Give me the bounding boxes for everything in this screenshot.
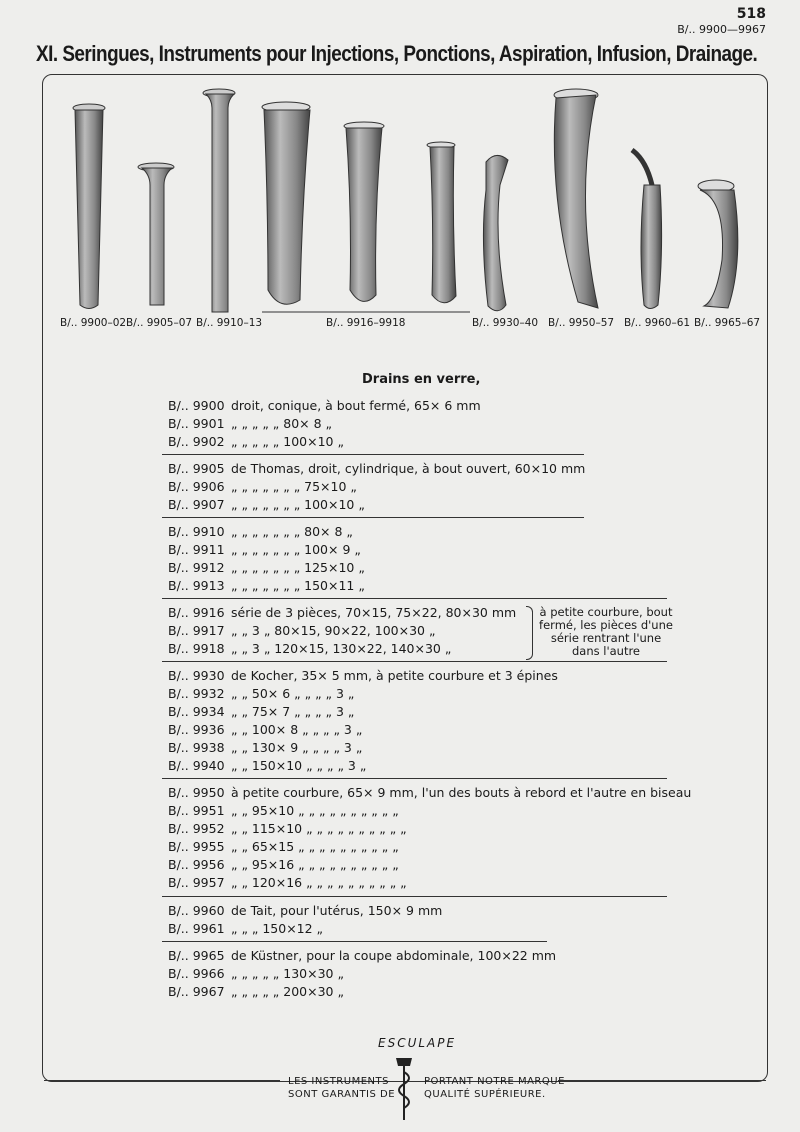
item-code: B/.. 9907 — [168, 497, 225, 512]
item-code: B/.. 9917 — [168, 623, 225, 638]
footer-left-line2: SONT GARANTIS DE — [288, 1089, 396, 1100]
item-code: B/.. 9900 — [168, 398, 225, 413]
item-desc: „ „ „ „ „ 100×10 „ — [231, 434, 344, 449]
series-brace — [526, 606, 533, 660]
figure-label: B/.. 9930–40 — [472, 317, 539, 329]
item-code: B/.. 9901 — [168, 416, 225, 431]
drain-kustner-icon — [698, 180, 738, 308]
item-code: B/.. 9936 — [168, 722, 225, 737]
divider — [162, 517, 584, 518]
item-code: B/.. 9940 — [168, 758, 225, 773]
item-code: B/.. 9902 — [168, 434, 225, 449]
section-heading: Drains en verre, — [362, 372, 481, 387]
item-code: B/.. 9960 — [168, 903, 225, 918]
divider — [162, 598, 667, 599]
item-desc: droit, conique, à bout fermé, 65× 6 mm — [231, 398, 481, 413]
item-desc: „ „ 100× 8 „ „ „ „ 3 „ — [231, 722, 363, 737]
figure-label: B/.. 9950–57 — [548, 317, 615, 329]
item-code: B/.. 9938 — [168, 740, 225, 755]
item-code: B/.. 9912 — [168, 560, 225, 575]
drain-thomas-short-icon — [138, 163, 174, 305]
drain-straight-conical-icon — [73, 104, 105, 309]
page-number: 518 — [736, 6, 766, 22]
footer-right-line2: QUALITÉ SUPÉRIEURE. — [424, 1089, 546, 1100]
page-title: XI. Seringues, Instruments pour Injections, Ponctions, Aspiration, Infusion, Drainage. — [36, 41, 758, 66]
item-code: B/.. 9955 — [168, 839, 225, 854]
item-code: B/.. 9913 — [168, 578, 225, 593]
item-desc: „ „ „ „ „ „ „ 125×10 „ — [231, 560, 365, 575]
item-desc: „ „ 115×10 „ „ „ „ „ „ „ „ „ „ — [231, 821, 407, 836]
item-desc: „ „ 130× 9 „ „ „ „ 3 „ — [231, 740, 363, 755]
item-desc: „ „ 50× 6 „ „ „ „ 3 „ — [231, 686, 355, 701]
divider — [162, 454, 584, 455]
divider — [162, 896, 667, 897]
figure-label: B/.. 9960–61 — [624, 317, 691, 329]
item-code: B/.. 9957 — [168, 875, 225, 890]
drain-kocher-icon — [483, 155, 508, 310]
item-desc: „ „ 75× 7 „ „ „ „ 3 „ — [231, 704, 355, 719]
drain-series-medium-icon — [344, 122, 384, 301]
series-note: à petite courbure, bout fermé, les pièces d'une série rentrant l'une dans l'autre — [539, 605, 673, 658]
item-desc: série de 3 pièces, 70×15, 75×22, 80×30 mm — [231, 605, 517, 620]
item-desc: „ „ 95×10 „ „ „ „ „ „ „ „ „ „ — [231, 803, 399, 818]
item-desc: „ „ 150×10 „ „ „ „ 3 „ — [231, 758, 367, 773]
divider — [162, 778, 667, 779]
drains-illustration — [0, 0, 800, 340]
item-code: B/.. 9905 — [168, 461, 225, 476]
item-desc: „ „ 3 „ 80×15, 90×22, 100×30 „ — [231, 623, 436, 638]
item-code: B/.. 9906 — [168, 479, 225, 494]
esculape-logo-text: ESCULAPE — [378, 1036, 457, 1050]
item-desc: de Küstner, pour la coupe abdominale, 100×22 mm — [231, 948, 557, 963]
item-code: B/.. 9965 — [168, 948, 225, 963]
drain-curved-bevel-icon — [554, 89, 598, 308]
item-desc: „ „ 95×16 „ „ „ „ „ „ „ „ „ „ — [231, 857, 399, 872]
divider — [162, 661, 667, 662]
item-code: B/.. 9966 — [168, 966, 225, 981]
item-desc: „ „ „ „ „ „ „ 100× 9 „ — [231, 542, 361, 557]
figure-label: B/.. 9900–02 — [60, 317, 127, 329]
item-code: B/.. 9961 — [168, 921, 225, 936]
drain-tait-icon — [632, 150, 662, 309]
item-desc: „ „ „ „ „ 80× 8 „ — [231, 416, 333, 431]
figure-label: B/.. 9905–07 — [126, 317, 193, 329]
item-code: B/.. 9932 — [168, 686, 225, 701]
item-desc: de Thomas, droit, cylindrique, à bout ouvert, 60×10 mm — [231, 461, 586, 476]
item-code: B/.. 9956 — [168, 857, 225, 872]
item-desc: „ „ 120×16 „ „ „ „ „ „ „ „ „ „ — [231, 875, 407, 890]
figure-label: B/.. 9916–9918 — [326, 317, 406, 329]
item-desc: „ „ „ „ „ 130×30 „ — [231, 966, 344, 981]
item-desc: „ „ „ „ „ „ „ 80× 8 „ — [231, 524, 353, 539]
item-desc: „ „ „ 150×12 „ — [231, 921, 324, 936]
item-desc: de Tait, pour l'utérus, 150× 9 mm — [231, 903, 443, 918]
figure-label: B/.. 9965–67 — [694, 317, 761, 329]
item-desc: „ „ 65×15 „ „ „ „ „ „ „ „ „ „ — [231, 839, 399, 854]
item-code: B/.. 9951 — [168, 803, 225, 818]
item-code: B/.. 9950 — [168, 785, 225, 800]
item-range: B/.. 9900—9967 — [677, 23, 766, 36]
item-code: B/.. 9952 — [168, 821, 225, 836]
esculape-caduceus-icon — [392, 1052, 416, 1122]
divider — [162, 941, 547, 942]
footer-left-line1: LES INSTRUMENTS — [288, 1076, 389, 1087]
footer-rule-right — [558, 1080, 766, 1081]
drain-thomas-long-icon — [203, 89, 235, 312]
item-desc: „ „ 3 „ 120×15, 130×22, 140×30 „ — [231, 641, 452, 656]
item-code: B/.. 9911 — [168, 542, 225, 557]
item-code: B/.. 9967 — [168, 984, 225, 999]
footer-right-line1: PORTANT NOTRE MARQUE — [424, 1076, 565, 1087]
item-desc: „ „ „ „ „ „ „ 100×10 „ — [231, 497, 365, 512]
item-desc: de Kocher, 35× 5 mm, à petite courbure et 3 épines — [231, 668, 558, 683]
item-desc: „ „ „ „ „ „ „ 150×11 „ — [231, 578, 365, 593]
item-desc: „ „ „ „ „ 200×30 „ — [231, 984, 344, 999]
item-desc: „ „ „ „ „ „ „ 75×10 „ — [231, 479, 357, 494]
item-code: B/.. 9930 — [168, 668, 225, 683]
footer-rule-left — [44, 1080, 280, 1081]
item-code: B/.. 9916 — [168, 605, 225, 620]
drain-series-small-icon — [427, 142, 456, 303]
item-code: B/.. 9918 — [168, 641, 225, 656]
item-desc: à petite courbure, 65× 9 mm, l'un des bouts à rebord et l'autre en biseau — [231, 785, 692, 800]
item-code: B/.. 9934 — [168, 704, 225, 719]
figure-label: B/.. 9910–13 — [196, 317, 263, 329]
item-code: B/.. 9910 — [168, 524, 225, 539]
drain-series-large-icon — [262, 102, 310, 304]
